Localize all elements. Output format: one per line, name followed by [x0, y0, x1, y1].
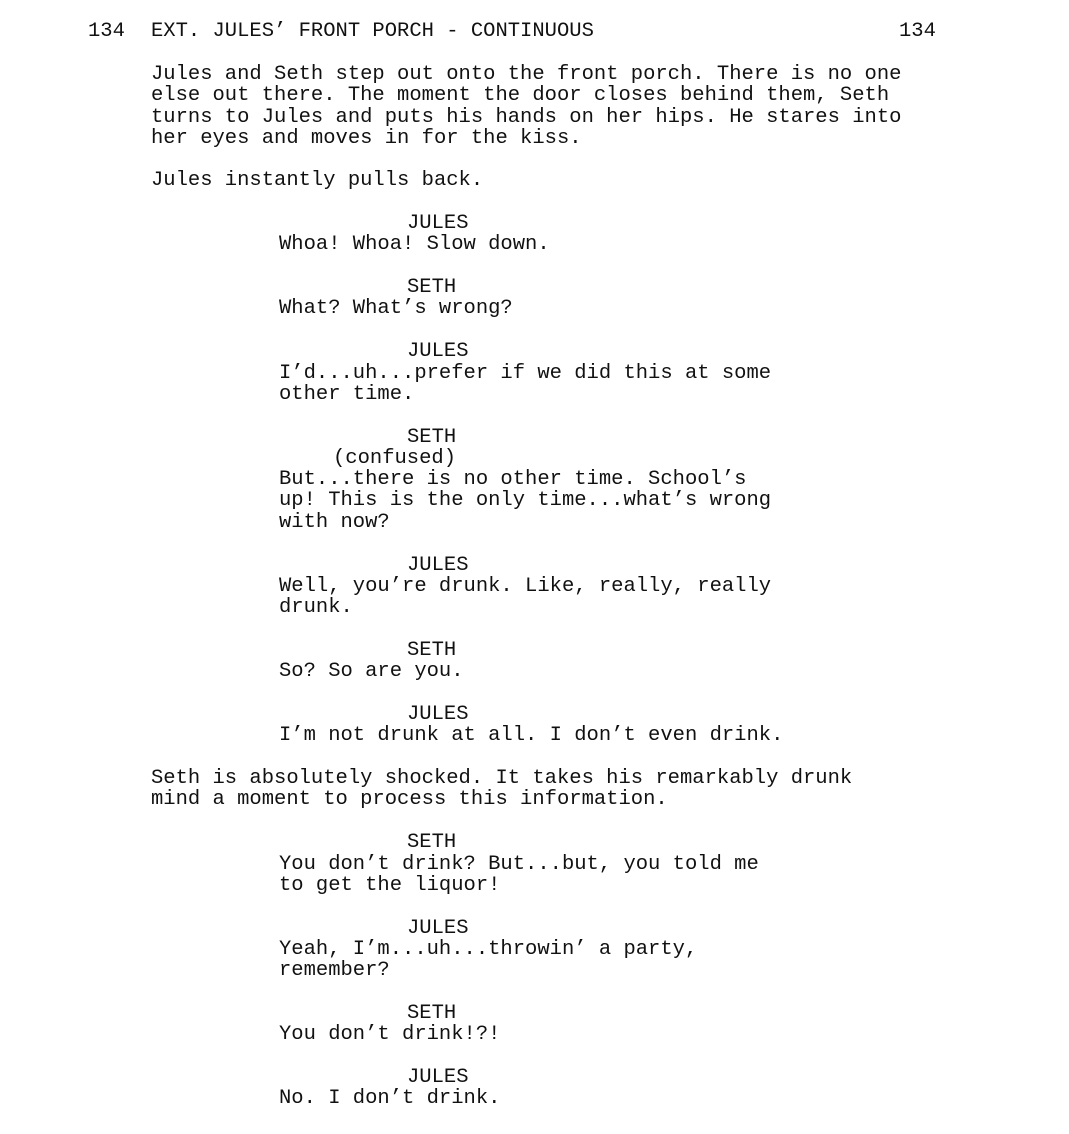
dialogue-line: You don’t drink? But...but, you told me to get the liquor! [279, 853, 759, 898]
character-name: SETH [407, 639, 457, 662]
dialogue-line: What? What’s wrong? [279, 297, 513, 320]
scene-number-right: 134 [899, 20, 936, 43]
action-paragraph: Jules and Seth step out onto the front porch. There is no one else out there. The moment the door closes behind them, Seth turns to Jules and puts his hands on her hips. He stares into her eyes and moves in for the kiss. [151, 63, 902, 151]
dialogue-line: So? So are you. [279, 660, 464, 683]
dialogue-line: You don’t drink!?! [279, 1023, 501, 1046]
scene-heading: EXT. JULES’ FRONT PORCH - CONTINUOUS [151, 20, 594, 43]
dialogue-line: I’m not drunk at all. I don’t even drink. [279, 724, 784, 747]
dialogue-line: But...there is no other time. School’s up! This is the only time...what’s wrong with now? [279, 468, 772, 534]
dialogue-line: Well, you’re drunk. Like, really, really drunk. [279, 575, 772, 620]
character-name: JULES [407, 212, 469, 235]
dialogue-line: No. I don’t drink. [279, 1087, 501, 1110]
action-paragraph: Jules instantly pulls back. [151, 169, 484, 192]
character-name: SETH [407, 426, 457, 449]
scene-number-left: 134 [88, 20, 125, 43]
character-name: JULES [407, 554, 469, 577]
character-name: JULES [407, 1066, 469, 1089]
parenthetical: (confused) [333, 447, 457, 470]
character-name: SETH [407, 276, 457, 299]
dialogue-line: I’d...uh...prefer if we did this at some other time. [279, 362, 772, 407]
character-name: SETH [407, 1002, 457, 1025]
dialogue-line: Whoa! Whoa! Slow down. [279, 233, 550, 256]
action-paragraph: Seth is absolutely shocked. It takes his remarkably drunk mind a moment to process this information. [151, 767, 853, 812]
character-name: SETH [407, 831, 457, 854]
character-name: JULES [407, 703, 469, 726]
dialogue-line: Yeah, I’m...uh...throwin’ a party, remember? [279, 938, 698, 983]
character-name: JULES [407, 917, 469, 940]
character-name: JULES [407, 340, 469, 363]
